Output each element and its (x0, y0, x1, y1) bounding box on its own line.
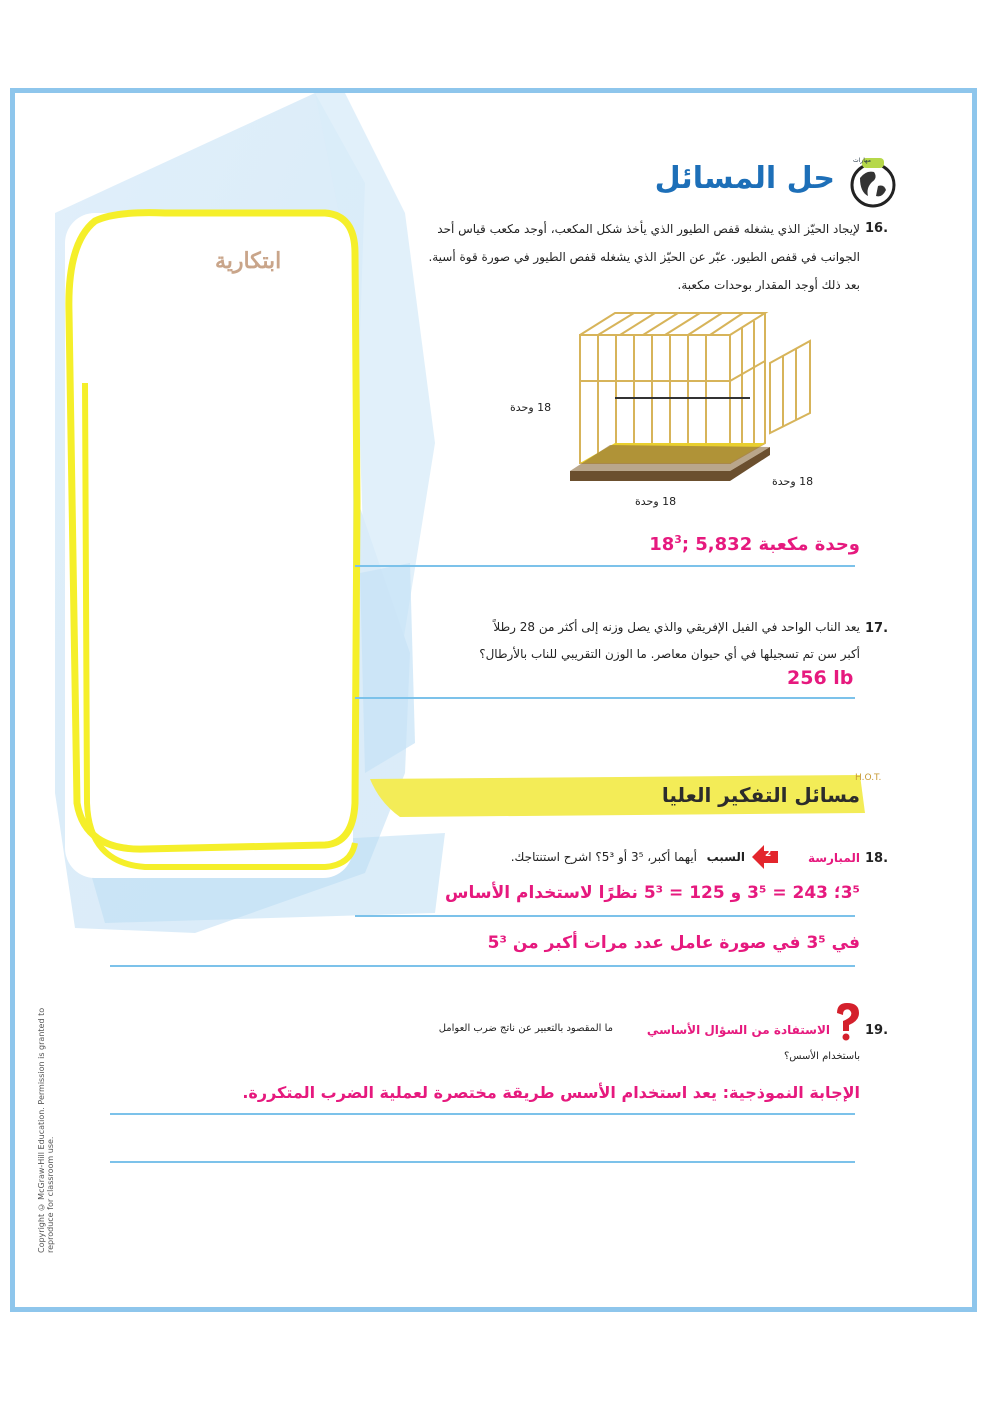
problem-17-answer: 256 lb (787, 667, 854, 689)
problem-19-label: الاستفادة من السؤال الأساسي (646, 1023, 830, 1037)
copyright-credit: Copyright © McGraw-Hill Education. Permission is granted to reproduce for classroom use. (37, 1007, 55, 1253)
dimension-height-label: 18 وحدة (510, 401, 552, 414)
problem-18-label: المبارسة (807, 851, 860, 865)
answer-line (110, 1113, 855, 1115)
problem-18-prompt-lead: السبب (706, 850, 745, 864)
dimension-depth-label: 18 وحدة (772, 475, 814, 488)
page-frame (10, 88, 977, 1312)
globe-badge: مهارات (852, 157, 872, 164)
section-title: مسائل التفكير العليا (661, 783, 860, 807)
answer-line (110, 1161, 855, 1163)
problem-18-prompt: أيهما أكبر، 3⁵ أو 5³؟ اشرح استنتاجك. (510, 850, 697, 864)
globe-icon (846, 158, 900, 208)
problem-19-answer: الإجابة النموذجية: يعد استخدام الأسس طريقة مختصرة لعملية الضرب المتكررة. (242, 1083, 860, 1102)
problem-16-answer (495, 533, 860, 555)
sticker-label: ابتكارية (215, 248, 282, 274)
page-title: حل المسائل (654, 161, 835, 196)
problem-19-prompt: ما المقصود بالتعبير عن ناتج ضرب العوامل (438, 1023, 613, 1034)
problem-16-number: 16. (865, 221, 889, 236)
dimension-width-label: 18 وحدة (635, 495, 677, 508)
essential-question-icon (833, 1001, 861, 1041)
practice-badge-number: 2 (765, 849, 772, 859)
answer-line (110, 965, 855, 967)
problem-17-number: 17. (865, 621, 889, 636)
answer-value: ; 5,832 (681, 534, 753, 555)
problem-18-answer-2: في 3⁵ في صورة عامل عدد مرات أكبر من 5³ (487, 933, 860, 953)
problem-19-prompt-2: باستخدام الأسس؟ (784, 1051, 860, 1062)
problem-16-text: لإيجاد الحيّز الذي يشغله قفص الطيور الذي يأخذ شكل المكعب، أوجد مكعب قياس أحد الجوانب في قفص الطيور. عبّر عن الحيّز الذي يشغله قفص الطيور في صورة قوة أسية. بعد ذلك أوجد المقدار بوحدات مكعبة. (428, 222, 860, 292)
answer-exponent: 3 (674, 533, 682, 546)
yellow-marker-outline (55, 203, 375, 903)
problem-19-number: 19. (865, 1023, 889, 1038)
bird-cage-illustration (570, 303, 830, 503)
answer-line (355, 565, 855, 567)
problem-17-line2: أكبر سن تم تسجيلها في أي حيوان معاصر. ما الوزن التقريبي للناب بالأرطال؟ (479, 647, 860, 661)
problem-18-answer-1: 3⁵؛ 243 = 3⁵ و 125 = 5³ نظرًا لاستخدام الأساس (445, 883, 860, 903)
problem-18-number: 18. (865, 851, 889, 866)
answer-unit: وحدة مكعبة (758, 534, 860, 555)
problem-17-line1: يعد الناب الواحد في الفيل الإفريقي والذي يصل وزنه إلى أكثر من 28 رطلاً (493, 620, 860, 634)
answer-line (355, 697, 855, 699)
answer-line (355, 915, 855, 917)
answer-base: 18 (649, 534, 675, 555)
hot-badge: H.O.T. (855, 773, 882, 783)
